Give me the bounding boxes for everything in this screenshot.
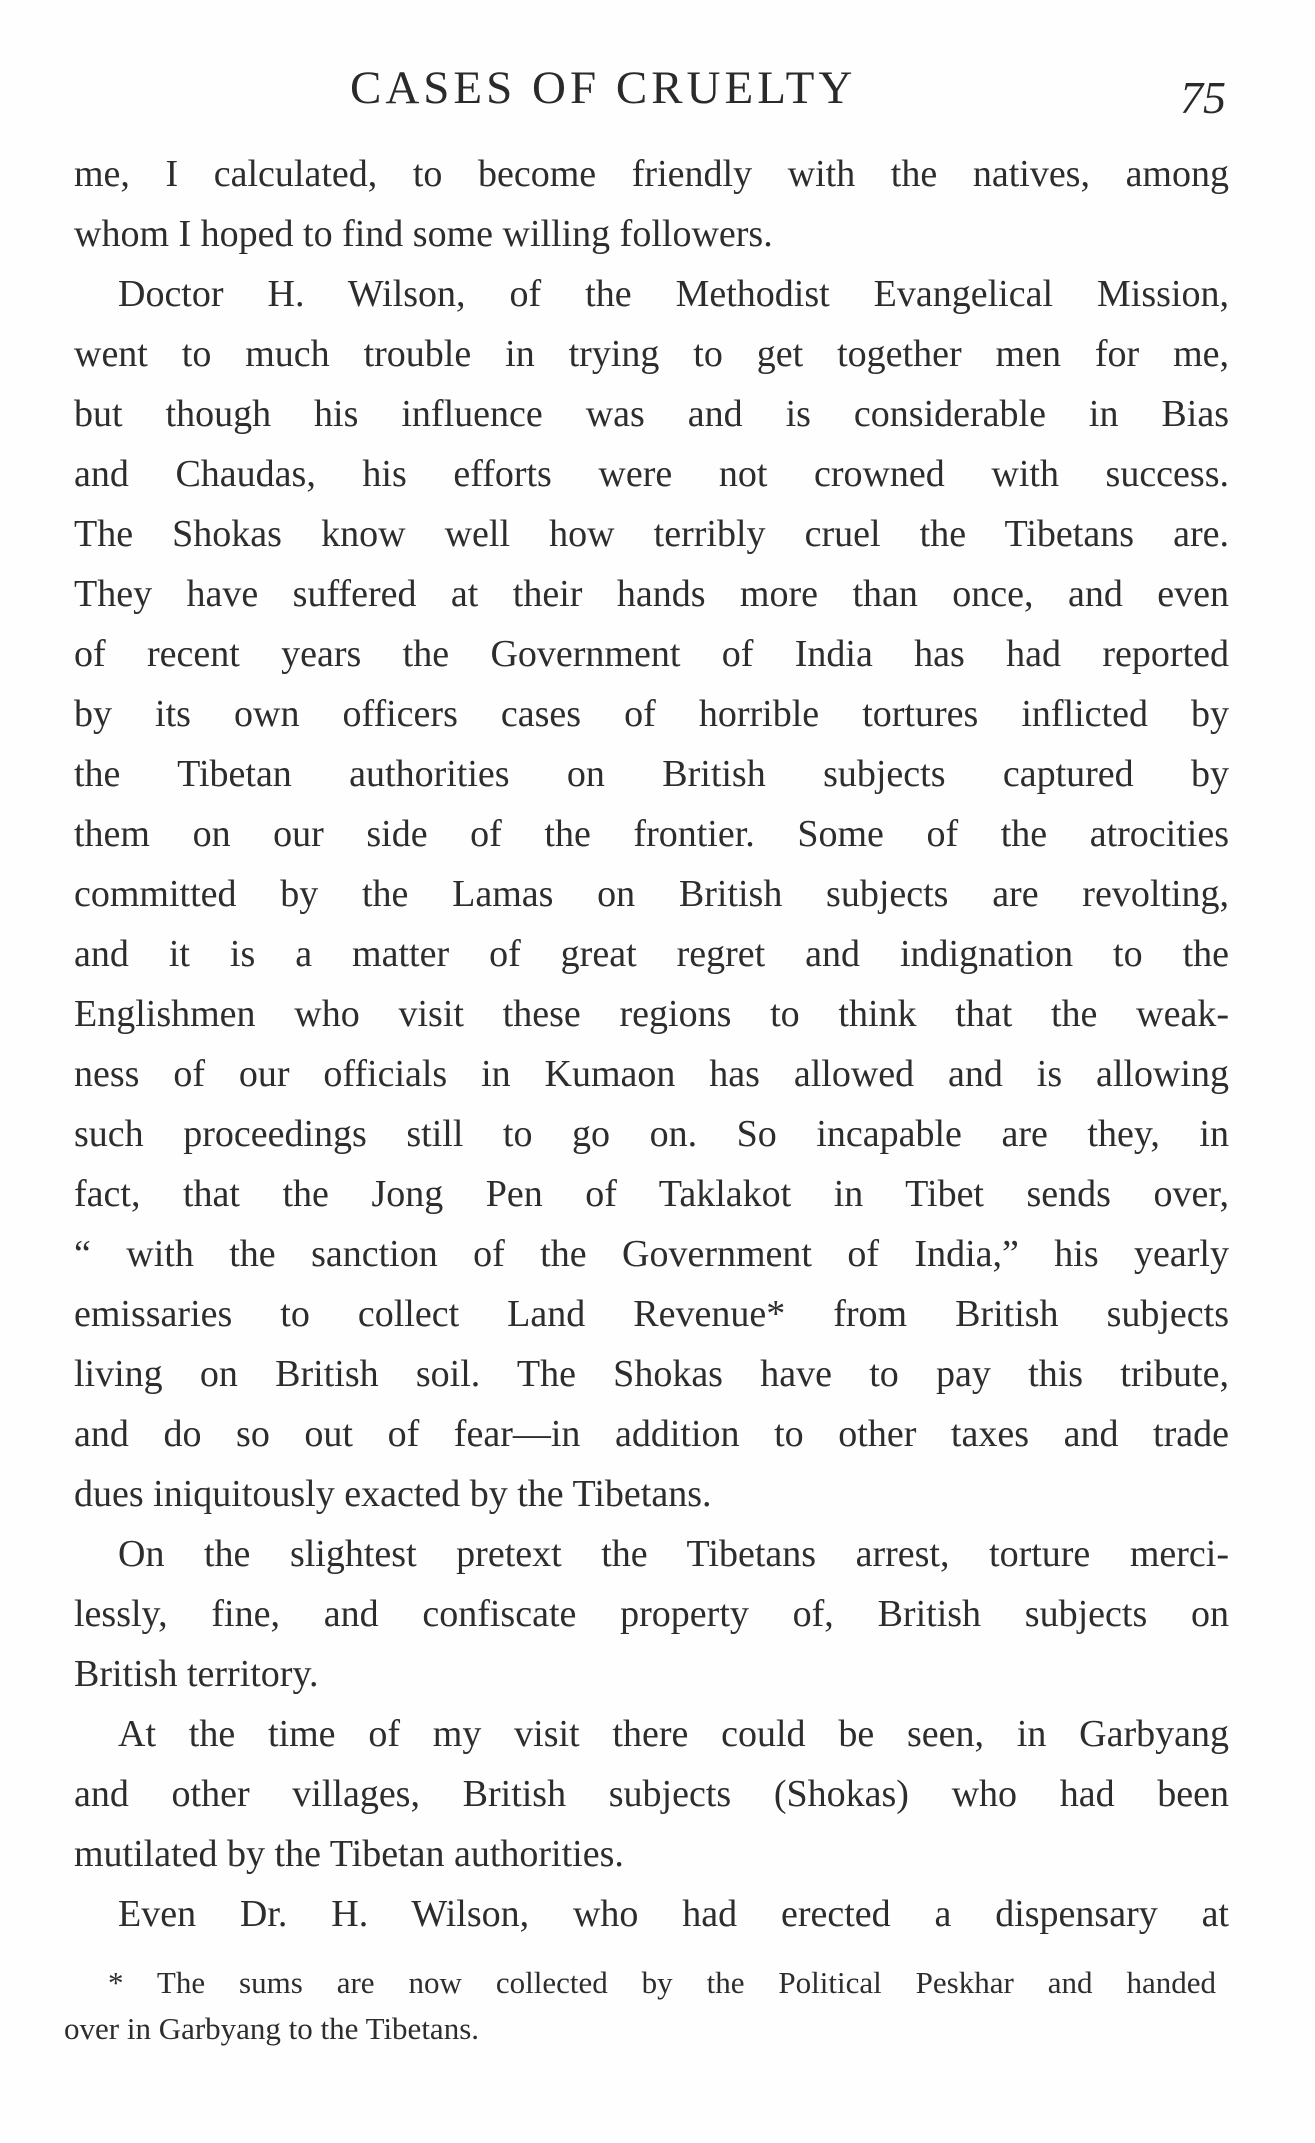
text-line: They have suffered at their hands more than once, and even bbox=[74, 573, 1229, 615]
text-line: and it is a matter of great regret and indignation to the bbox=[74, 933, 1229, 975]
text-line: At the time of my visit there could be seen, in Garbyang bbox=[118, 1713, 1229, 1755]
text-line: and other villages, British subjects (Shokas) who had been bbox=[74, 1773, 1229, 1815]
text-line: such proceedings still to go on. So incapable are they, in bbox=[74, 1113, 1229, 1155]
text-line: On the slightest pretext the Tibetans arrest, torture merci- bbox=[118, 1533, 1229, 1575]
text-line: mutilated by the Tibetan authorities. bbox=[74, 1833, 624, 1875]
running-title: CASES OF CRUELTY bbox=[350, 62, 857, 114]
text-line: fact, that the Jong Pen of Taklakot in Tibet sends over, bbox=[74, 1173, 1229, 1215]
text-line: emissaries to collect Land Revenue* from British subjects bbox=[74, 1293, 1229, 1335]
footnote bbox=[64, 1960, 1216, 2052]
text-line: and do so out of fear—in addition to other taxes and trade bbox=[74, 1413, 1229, 1455]
text-line: and Chaudas, his efforts were not crowned with success. bbox=[74, 453, 1229, 495]
text-line: the Tibetan authorities on British subjects captured by bbox=[74, 753, 1229, 795]
page-number: 75 bbox=[1180, 72, 1226, 123]
text-line: by its own officers cases of horrible tortures inflicted by bbox=[74, 693, 1229, 735]
text-line: lessly, fine, and confiscate property of, British subjects on bbox=[74, 1593, 1229, 1635]
text-line: Englishmen who visit these regions to think that the weak- bbox=[74, 993, 1229, 1035]
running-head bbox=[0, 58, 1315, 123]
text-line: British territory. bbox=[74, 1653, 319, 1695]
text-line: them on our side of the frontier. Some of the atrocities bbox=[74, 813, 1229, 855]
text-line: committed by the Lamas on British subjects are revolting, bbox=[74, 873, 1229, 915]
text-line: dues iniquitously exacted by the Tibetans. bbox=[74, 1473, 712, 1515]
text-line: living on British soil. The Shokas have to pay this tribute, bbox=[74, 1353, 1229, 1395]
text-line: went to much trouble in trying to get together men for me, bbox=[74, 333, 1229, 375]
footnote-line: * The sums are now collected by the Political Peskhar and handed bbox=[108, 1965, 1216, 2000]
text-line: ness of our officials in Kumaon has allowed and is allowing bbox=[74, 1053, 1229, 1095]
text-line: Doctor H. Wilson, of the Methodist Evangelical Mission, bbox=[118, 273, 1229, 315]
text-line: but though his influence was and is considerable in Bias bbox=[74, 393, 1229, 435]
body-text bbox=[74, 144, 1229, 1944]
text-line: whom I hoped to find some willing followers. bbox=[74, 213, 773, 255]
footnote-line: over in Garbyang to the Tibetans. bbox=[64, 2011, 480, 2046]
text-line: of recent years the Government of India has had reported bbox=[74, 633, 1229, 675]
text-line: Even Dr. H. Wilson, who had erected a dispensary at bbox=[118, 1893, 1229, 1935]
text-line: The Shokas know well how terribly cruel the Tibetans are. bbox=[74, 513, 1229, 555]
text-line: “ with the sanction of the Government of India,” his yearly bbox=[74, 1233, 1229, 1275]
text-line: me, I calculated, to become friendly with the natives, among bbox=[74, 153, 1229, 195]
